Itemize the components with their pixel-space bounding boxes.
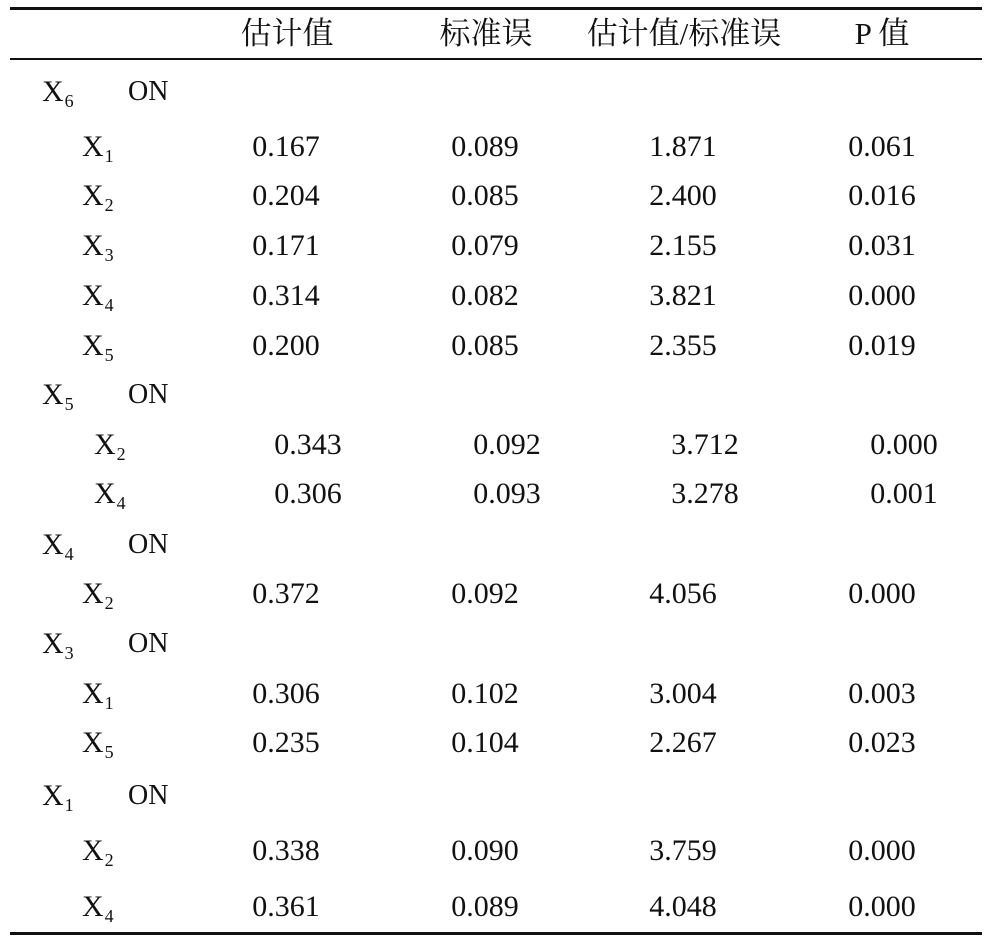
table-row [0, 176, 992, 216]
p-value: 0.000 [848, 890, 916, 923]
table-row [0, 831, 992, 871]
estimate-value: 0.306 [274, 477, 342, 510]
p-value: 0.019 [848, 329, 916, 362]
std-error-value: 0.085 [451, 179, 519, 212]
column-header-std-error: 标准误 [439, 16, 533, 51]
ratio-value: 4.056 [649, 577, 717, 610]
std-error-value: 0.104 [451, 726, 519, 759]
ratio-value: 3.004 [649, 677, 717, 710]
predictor-variable: $X_3$ [82, 229, 114, 265]
ratio-value: 2.400 [649, 179, 717, 212]
estimate-value: 0.204 [252, 179, 320, 212]
estimate-value: 0.361 [252, 890, 320, 923]
predictor-variable: $X_1$ [82, 677, 114, 713]
predictor-variable: $X_5$ [82, 329, 114, 365]
p-value: 0.016 [848, 179, 916, 212]
estimate-value: 0.235 [252, 726, 320, 759]
group-header-row [0, 525, 992, 565]
group-header-row [0, 72, 992, 112]
predictor-variable: $X_4$ [94, 477, 126, 513]
table-row [0, 326, 992, 366]
ratio-value: 2.267 [649, 726, 717, 759]
ratio-value: 4.048 [649, 890, 717, 923]
std-error-value: 0.092 [473, 428, 541, 461]
p-value: 0.061 [848, 130, 916, 163]
std-error-value: 0.085 [451, 329, 519, 362]
estimate-value: 0.167 [252, 130, 320, 163]
ratio-value: 3.278 [671, 477, 739, 510]
predictor-variable: $X_2$ [82, 834, 114, 870]
table-row [0, 226, 992, 266]
predictor-variable: $X_2$ [82, 577, 114, 613]
group-header-row [0, 776, 992, 816]
predictor-variable: $X_4$ [82, 890, 114, 926]
ratio-value: 2.155 [649, 229, 717, 262]
group-header-row [0, 375, 992, 415]
table-row [0, 425, 992, 465]
column-header-p-value: P 值 [854, 16, 910, 51]
table-row [0, 127, 992, 167]
ratio-value: 1.871 [649, 130, 717, 163]
on-keyword: ON [128, 529, 169, 560]
ratio-value: 2.355 [649, 329, 717, 362]
column-header-est-se-ratio: 估计值/标准误 [586, 16, 782, 51]
ratio-value: 3.759 [649, 834, 717, 867]
estimate-value: 0.171 [252, 229, 320, 262]
std-error-value: 0.089 [451, 890, 519, 923]
dependent-variable: $X_5$ [42, 378, 74, 414]
std-error-value: 0.093 [473, 477, 541, 510]
table-header-rule [10, 58, 982, 60]
std-error-value: 0.090 [451, 834, 519, 867]
predictor-variable: $X_2$ [82, 179, 114, 215]
table-row [0, 723, 992, 763]
estimate-value: 0.314 [252, 279, 320, 312]
column-header-estimate: 估计值 [240, 16, 334, 51]
predictor-variable: $X_4$ [82, 279, 114, 315]
table-top-rule [10, 7, 982, 10]
p-value: 0.003 [848, 677, 916, 710]
dependent-variable: $X_3$ [42, 627, 74, 663]
group-header-row [0, 624, 992, 664]
predictor-variable: $X_5$ [82, 726, 114, 762]
estimate-value: 0.338 [252, 834, 320, 867]
p-value: 0.000 [848, 577, 916, 610]
p-value: 0.000 [870, 428, 938, 461]
std-error-value: 0.089 [451, 130, 519, 163]
predictor-variable: $X_1$ [82, 130, 114, 166]
p-value: 0.000 [848, 279, 916, 312]
estimate-value: 0.306 [252, 677, 320, 710]
on-keyword: ON [128, 628, 169, 659]
ratio-value: 3.821 [649, 279, 717, 312]
std-error-value: 0.082 [451, 279, 519, 312]
std-error-value: 0.092 [451, 577, 519, 610]
estimate-value: 0.343 [274, 428, 342, 461]
on-keyword: ON [128, 379, 169, 410]
dependent-variable: $X_6$ [42, 75, 74, 111]
p-value: 0.031 [848, 229, 916, 262]
p-value: 0.001 [870, 477, 938, 510]
table-row [0, 474, 992, 514]
table-row [0, 674, 992, 714]
on-keyword: ON [128, 76, 169, 107]
ratio-value: 3.712 [671, 428, 739, 461]
std-error-value: 0.079 [451, 229, 519, 262]
table-row [0, 574, 992, 614]
table-row [0, 887, 992, 927]
table-row [0, 276, 992, 316]
on-keyword: ON [128, 780, 169, 811]
std-error-value: 0.102 [451, 677, 519, 710]
dependent-variable: $X_1$ [42, 779, 74, 815]
predictor-variable: $X_2$ [94, 428, 126, 464]
estimate-value: 0.200 [252, 329, 320, 362]
dependent-variable: $X_4$ [42, 528, 74, 564]
p-value: 0.023 [848, 726, 916, 759]
p-value: 0.000 [848, 834, 916, 867]
estimate-value: 0.372 [252, 577, 320, 610]
table-bottom-rule [10, 932, 982, 935]
